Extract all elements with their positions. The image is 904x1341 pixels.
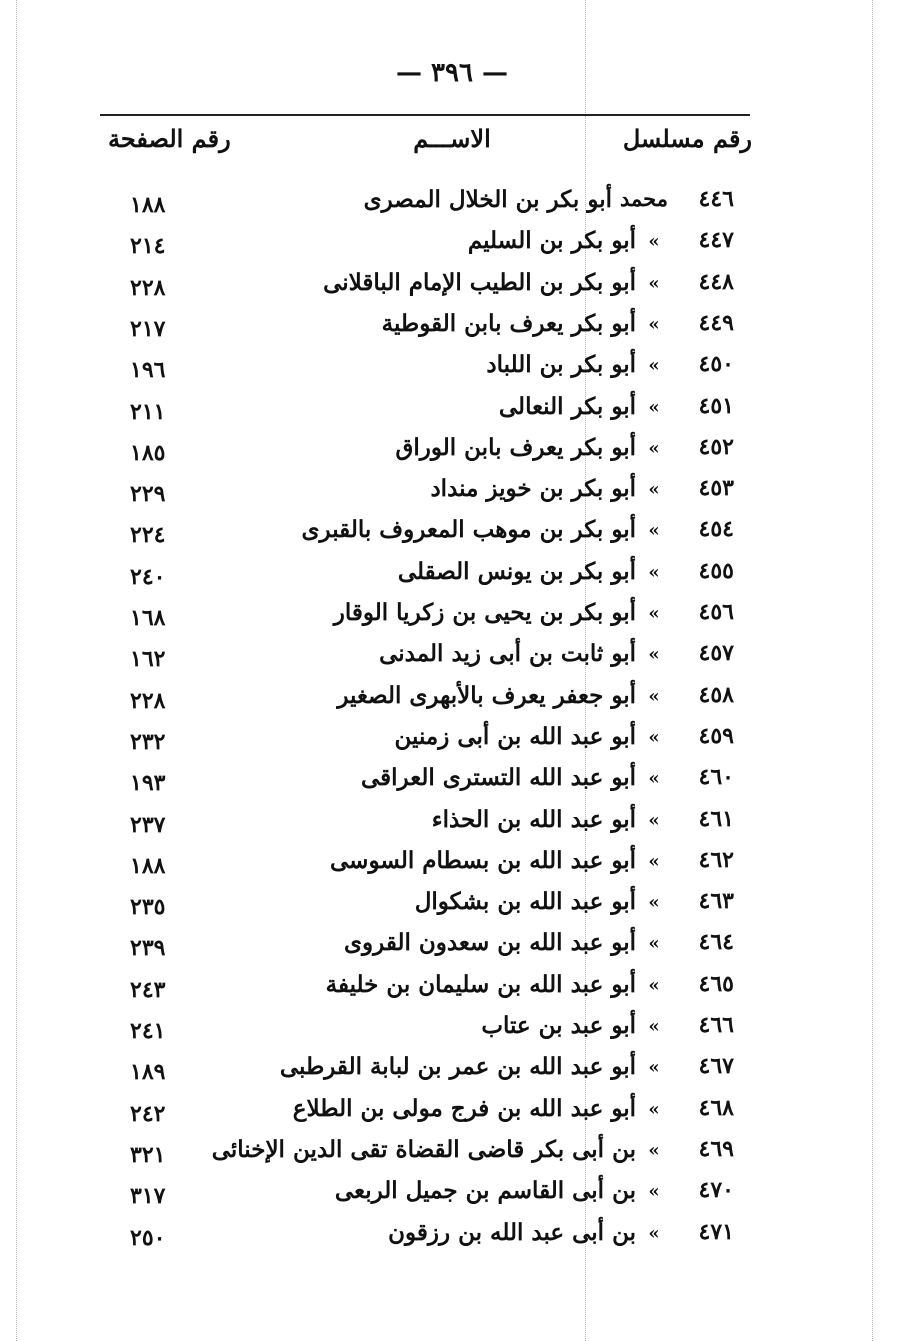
- table-row: [0, 971, 904, 1011]
- serial-number: ٤٦٢: [698, 846, 734, 873]
- table-row: [0, 764, 904, 804]
- page-reference: ٢١٤: [130, 233, 166, 260]
- serial-number: ٤٤٩: [698, 309, 734, 336]
- page-reference: ٢٢٤: [130, 522, 166, 549]
- entry-name: أبو عبد الله بن سعدون القروى: [344, 929, 636, 957]
- serial-number: ٤٤٦: [698, 186, 734, 212]
- table-row: [0, 558, 904, 598]
- ditto-marker: »: [648, 231, 660, 253]
- serial-number: ٤٥٩: [698, 722, 734, 749]
- table-row: [0, 723, 904, 763]
- entry-name: أبو بكر بن السليم: [467, 227, 636, 255]
- ditto-marker: »: [648, 1222, 660, 1244]
- table-row: [0, 682, 904, 722]
- table-row: [0, 227, 904, 267]
- table-row: [0, 269, 904, 309]
- serial-number: ٤٤٨: [698, 268, 734, 295]
- entry-name: أبو جعفر يعرف بالأبهرى الصغير: [337, 681, 636, 709]
- ditto-marker: »: [648, 437, 660, 459]
- table-row: [0, 516, 904, 556]
- table-row: [0, 847, 904, 887]
- ditto-marker: »: [648, 685, 660, 707]
- serial-number: ٤٧١: [698, 1218, 734, 1245]
- table-row: [0, 806, 904, 846]
- entry-name: أبو عبد الله بن بشكوال: [414, 888, 636, 916]
- page-reference: ٢٣٢: [130, 728, 166, 755]
- page-reference: ١٩٣: [130, 770, 166, 797]
- ditto-marker: »: [648, 933, 660, 955]
- ditto-marker: »: [648, 974, 660, 996]
- serial-number: ٤٦٥: [698, 970, 734, 997]
- ditto-marker: »: [648, 809, 660, 831]
- serial-number: ٤٥٨: [698, 681, 734, 708]
- page-reference: ٢٤٣: [130, 976, 166, 1003]
- ditto-marker: »: [648, 726, 660, 748]
- serial-number: ٤٦٩: [698, 1135, 734, 1162]
- table-header: [0, 124, 904, 164]
- ditto-marker: »: [648, 1098, 660, 1120]
- page-reference: ٢١٧: [130, 315, 166, 342]
- page-reference: ١٨٩: [130, 1059, 166, 1086]
- table-row: [0, 1053, 904, 1093]
- entry-name: أبو عبد بن عتاب: [481, 1012, 636, 1039]
- serial-number: ٤٧٠: [698, 1177, 734, 1204]
- serial-number: ٤٦٦: [698, 1012, 734, 1038]
- table-row: [0, 1012, 904, 1052]
- ditto-marker: »: [648, 892, 660, 914]
- table-row: [0, 599, 904, 639]
- entry-name: أبو عبد الله بن فرج مولى بن الطلاع: [292, 1094, 636, 1122]
- serial-number: ٤٥٦: [698, 599, 734, 625]
- entry-name: أبو عبد الله بن الحذاء: [431, 805, 636, 833]
- serial-number: ٤٥٣: [698, 475, 734, 502]
- ditto-marker: »: [648, 520, 660, 542]
- page-reference: ٢٣٩: [130, 935, 166, 962]
- page-number: — ٣٩٦ —: [395, 58, 509, 88]
- page-reference: ٢٢٨: [130, 687, 166, 714]
- header-rule: [100, 114, 750, 116]
- serial-number: ٤٥١: [698, 392, 734, 419]
- serial-number: ٤٥٤: [698, 516, 734, 543]
- header-serial-number: رقم مسلسل: [622, 124, 752, 153]
- page-reference: ٢٥٠: [130, 1224, 166, 1251]
- table-row: [0, 186, 904, 226]
- entry-name: أبو عبد الله بن أبى زمنين: [394, 722, 636, 750]
- page-reference: ٢٣٥: [130, 894, 166, 921]
- entry-name: بن أبى بكر قاضى القضاة تقى الدين الإخنائى: [211, 1135, 636, 1163]
- page-reference: ٢٤٢: [130, 1100, 166, 1127]
- ditto-marker: »: [648, 479, 660, 501]
- serial-number: ٤٥٥: [698, 557, 734, 584]
- serial-number: ٤٥٠: [698, 351, 734, 378]
- table-row: [0, 1095, 904, 1135]
- page-reference: ٣١٧: [130, 1183, 166, 1210]
- entry-name: أبو بكر بن الطيب الإمام الباقلانى: [323, 268, 636, 296]
- entry-name: أبو بكر بن اللباد: [486, 351, 636, 379]
- entry-name: أبو بكر يعرف بابن القوطية: [381, 309, 636, 337]
- page-reference: ٢٤١: [130, 1018, 166, 1044]
- ditto-marker: »: [648, 1139, 660, 1161]
- ditto-marker: »: [648, 1181, 660, 1203]
- page-reference: ٢٢٨: [130, 274, 166, 301]
- serial-number: ٤٥٧: [698, 640, 734, 667]
- entry-name: أبو بكر بن موهب المعروف بالقبرى: [301, 516, 636, 544]
- entry-name: أبو بكر بن يحيى بن زكريا الوقار: [333, 599, 636, 626]
- page-reference: ٢٣٧: [130, 811, 166, 838]
- page-reference: ١٦٢: [130, 646, 166, 673]
- entry-name: أبو بكر بن يونس الصقلى: [397, 557, 636, 585]
- entry-name: بن أبى عبد الله بن رزقون: [388, 1218, 636, 1246]
- table-row: [0, 929, 904, 969]
- ditto-marker: »: [648, 1016, 660, 1037]
- serial-number: ٤٦٧: [698, 1053, 734, 1080]
- ditto-marker: »: [648, 396, 660, 418]
- entry-name: أبو بكر بن الخلال المصرى: [363, 186, 612, 213]
- serial-number: ٤٥٢: [698, 433, 734, 460]
- entry-name: أبو عبد الله بن سليمان بن خليفة: [325, 970, 636, 998]
- header-page-number: رقم الصفحة: [108, 124, 231, 153]
- table-row: [0, 475, 904, 515]
- serial-number: ٤٦٤: [698, 929, 734, 956]
- ditto-marker: محمد: [620, 186, 668, 211]
- entry-name: أبو بكر النعالى: [498, 392, 636, 420]
- page-reference: ١٨٨: [130, 192, 166, 218]
- page-reference: ١٦٨: [130, 605, 166, 631]
- table-row: [0, 1136, 904, 1176]
- table-row: [0, 310, 904, 350]
- ditto-marker: »: [648, 272, 660, 294]
- ditto-marker: »: [648, 313, 660, 335]
- table-row: [0, 888, 904, 928]
- page-reference: ٢١١: [130, 398, 166, 425]
- entry-name: أبو عبد الله بن بسطام السوسى: [330, 846, 636, 874]
- ditto-marker: »: [648, 1057, 660, 1079]
- table-row: [0, 351, 904, 391]
- table-row: [0, 1177, 904, 1217]
- entry-name: أبو بكر بن خويز منداد: [430, 475, 636, 503]
- header-name: الاســـم: [413, 124, 491, 153]
- page-reference: ١٨٨: [130, 852, 166, 879]
- page-reference: ١٩٦: [130, 357, 166, 384]
- entry-name: أبو عبد الله التسترى العراقى: [360, 764, 636, 792]
- page-reference: ٢٢٩: [130, 481, 166, 508]
- table-row: [0, 640, 904, 680]
- page-reference: ١٨٥: [130, 439, 166, 466]
- page-reference: ٢٤٠: [130, 563, 166, 590]
- ditto-marker: »: [648, 355, 660, 377]
- serial-number: ٤٤٧: [698, 227, 734, 254]
- serial-number: ٤٦١: [698, 805, 734, 832]
- entry-name: أبو ثابت بن أبى زيد المدنى: [379, 640, 636, 668]
- serial-number: ٤٦٨: [698, 1094, 734, 1121]
- page-reference: ٣٢١: [130, 1141, 166, 1168]
- ditto-marker: »: [648, 561, 660, 583]
- ditto-marker: »: [648, 850, 660, 872]
- serial-number: ٤٦٠: [698, 764, 734, 791]
- table-row: [0, 1219, 904, 1259]
- ditto-marker: »: [648, 768, 660, 790]
- ditto-marker: »: [648, 644, 660, 666]
- serial-number: ٤٦٣: [698, 888, 734, 915]
- entry-name: أبو بكر يعرف بابن الوراق: [395, 433, 636, 461]
- entry-name: أبو عبد الله بن عمر بن لبابة القرطبى: [279, 1053, 636, 1081]
- table-row: [0, 393, 904, 433]
- table-row: [0, 434, 904, 474]
- entry-name: بن أبى القاسم بن جميل الربعى: [334, 1177, 636, 1205]
- ditto-marker: »: [648, 603, 660, 624]
